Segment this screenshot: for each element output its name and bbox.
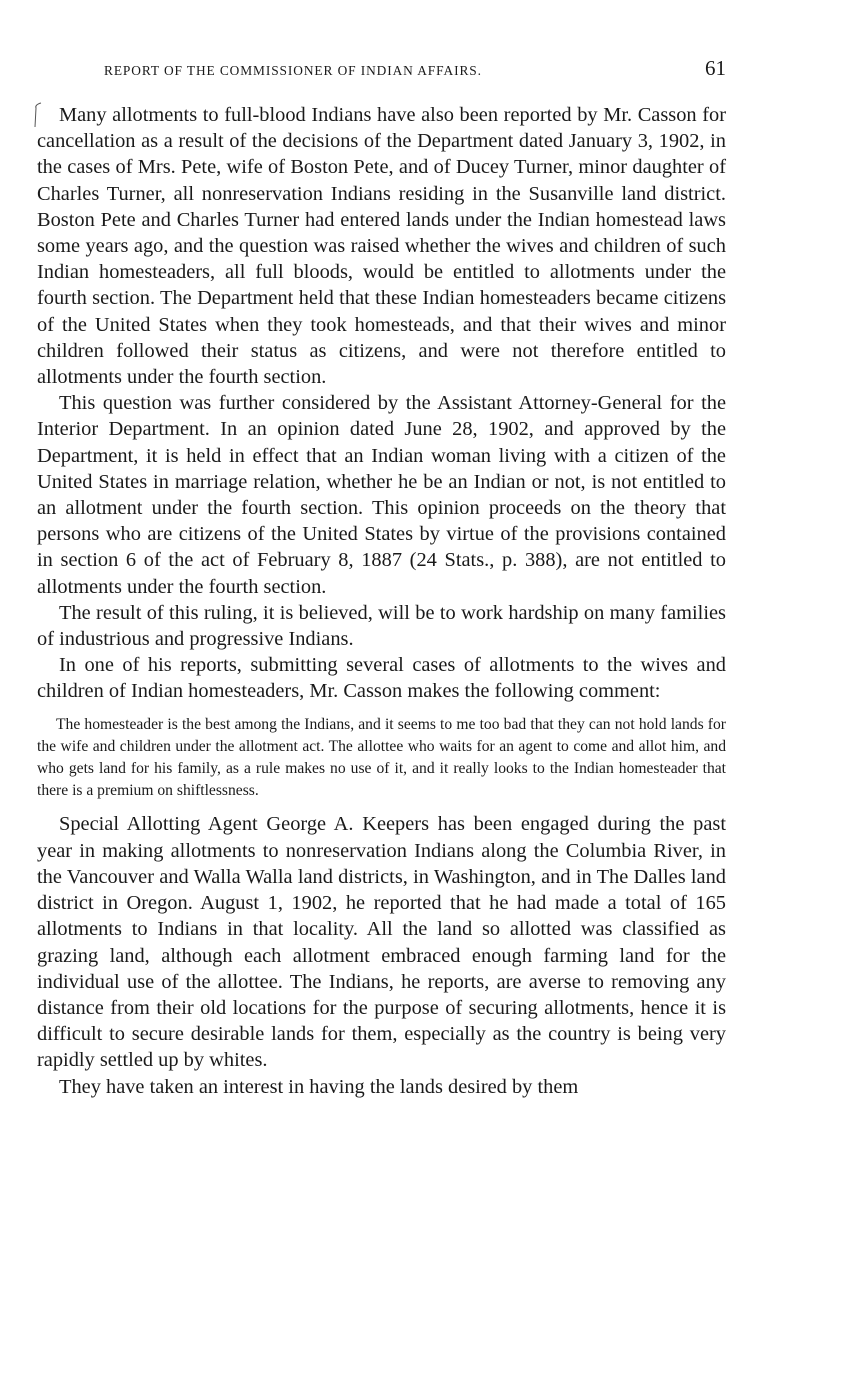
paragraph-cancellations: Many allotments to full-blood Indians have also been reported by Mr. Casson for cancellation as a result of the decisions of the Department dated January 3, 1902, in the cases of Mrs. Pete, wife of Boston Pete, and of Ducey Turner, minor daughter of Charles Turner, all nonreservation Indians residing in the Susanville land district. Boston Pete and Charles Turner had entered lands under the Indian homestead laws some years ago, and the question was raised whether the wives and children of such Indian homesteaders, all full bloods, would be entitled to allotments under the fourth section. The Department held that these Indian homesteaders became citizens of the United States when they took homesteads, and that their wives and minor children followed their status as citizens, and were not therefore entitled to allotments under the fourth section. xyxy=(37,104,726,389)
paragraph-keepers-allotments: Special Allotting Agent George A. Keepers has been engaged during the past year in making allotments to nonreservation Indians along the Columbia River, in the Vancouver and Walla Walla land districts, in Washington, and in The Dalles land district in Oregon. August 1, 1902, he reported that he had made a total of 165 allotments to Indians in that locality. All the land so allotted was classified as grazing land, although each allotment embraced enough farming land for the individual use of the allottee. The Indians, he reports, are averse to removing any distance from their old locations for the purpose of securing allotments, hence it is difficult to secure desirable lands for them, especially as the country is being very rapidly settled up by whites. xyxy=(37,813,726,1072)
paragraph-ruling-result: The result of this ruling, it is believed, will be to work hardship on many families of industrious and progressive Indians. xyxy=(37,601,726,651)
body-text xyxy=(37,102,726,1100)
paragraph-attorney-general-opinion: This question was further considered by the Assistant Attorney-General for the Interior Department. In an opinion dated June 28, 1902, and approved by the Department, it is held in effect that an Indian woman living with a citizen of the United States in marriage relation, whether he be an Indian or not, is not entitled to an allotment under the fourth section. This opinion proceeds on the theory that persons who are citizens of the United States by virtue of the provisions contained in section 6 of the act of February 8, 1887 (24 Stats., p. 388), are not entitled to allotments under the fourth section. xyxy=(37,392,726,598)
page-header xyxy=(104,56,726,84)
running-title: REPORT OF THE COMMISSIONER OF INDIAN AFFAIRS. xyxy=(104,63,482,78)
paragraph-casson-comment-intro: In one of his reports, submitting several cases of allotments to the wives and children of Indian homesteaders, Mr. Casson makes the following comment: xyxy=(37,654,726,703)
page-number: 61 xyxy=(705,56,726,80)
block-quote-casson: The homesteader is the best among the Indians, and it seems to me too bad that they can not hold lands for the wife and children under the allotment act. The allottee who waits for an agent to come and allot him, and who gets land for his family, as a rule makes no use of it, and it really looks to the Indian homesteader that there is a premium on shiftlessness. xyxy=(37,715,726,800)
paragraph-continued: They have taken an interest in having the lands desired by them xyxy=(59,1075,579,1098)
